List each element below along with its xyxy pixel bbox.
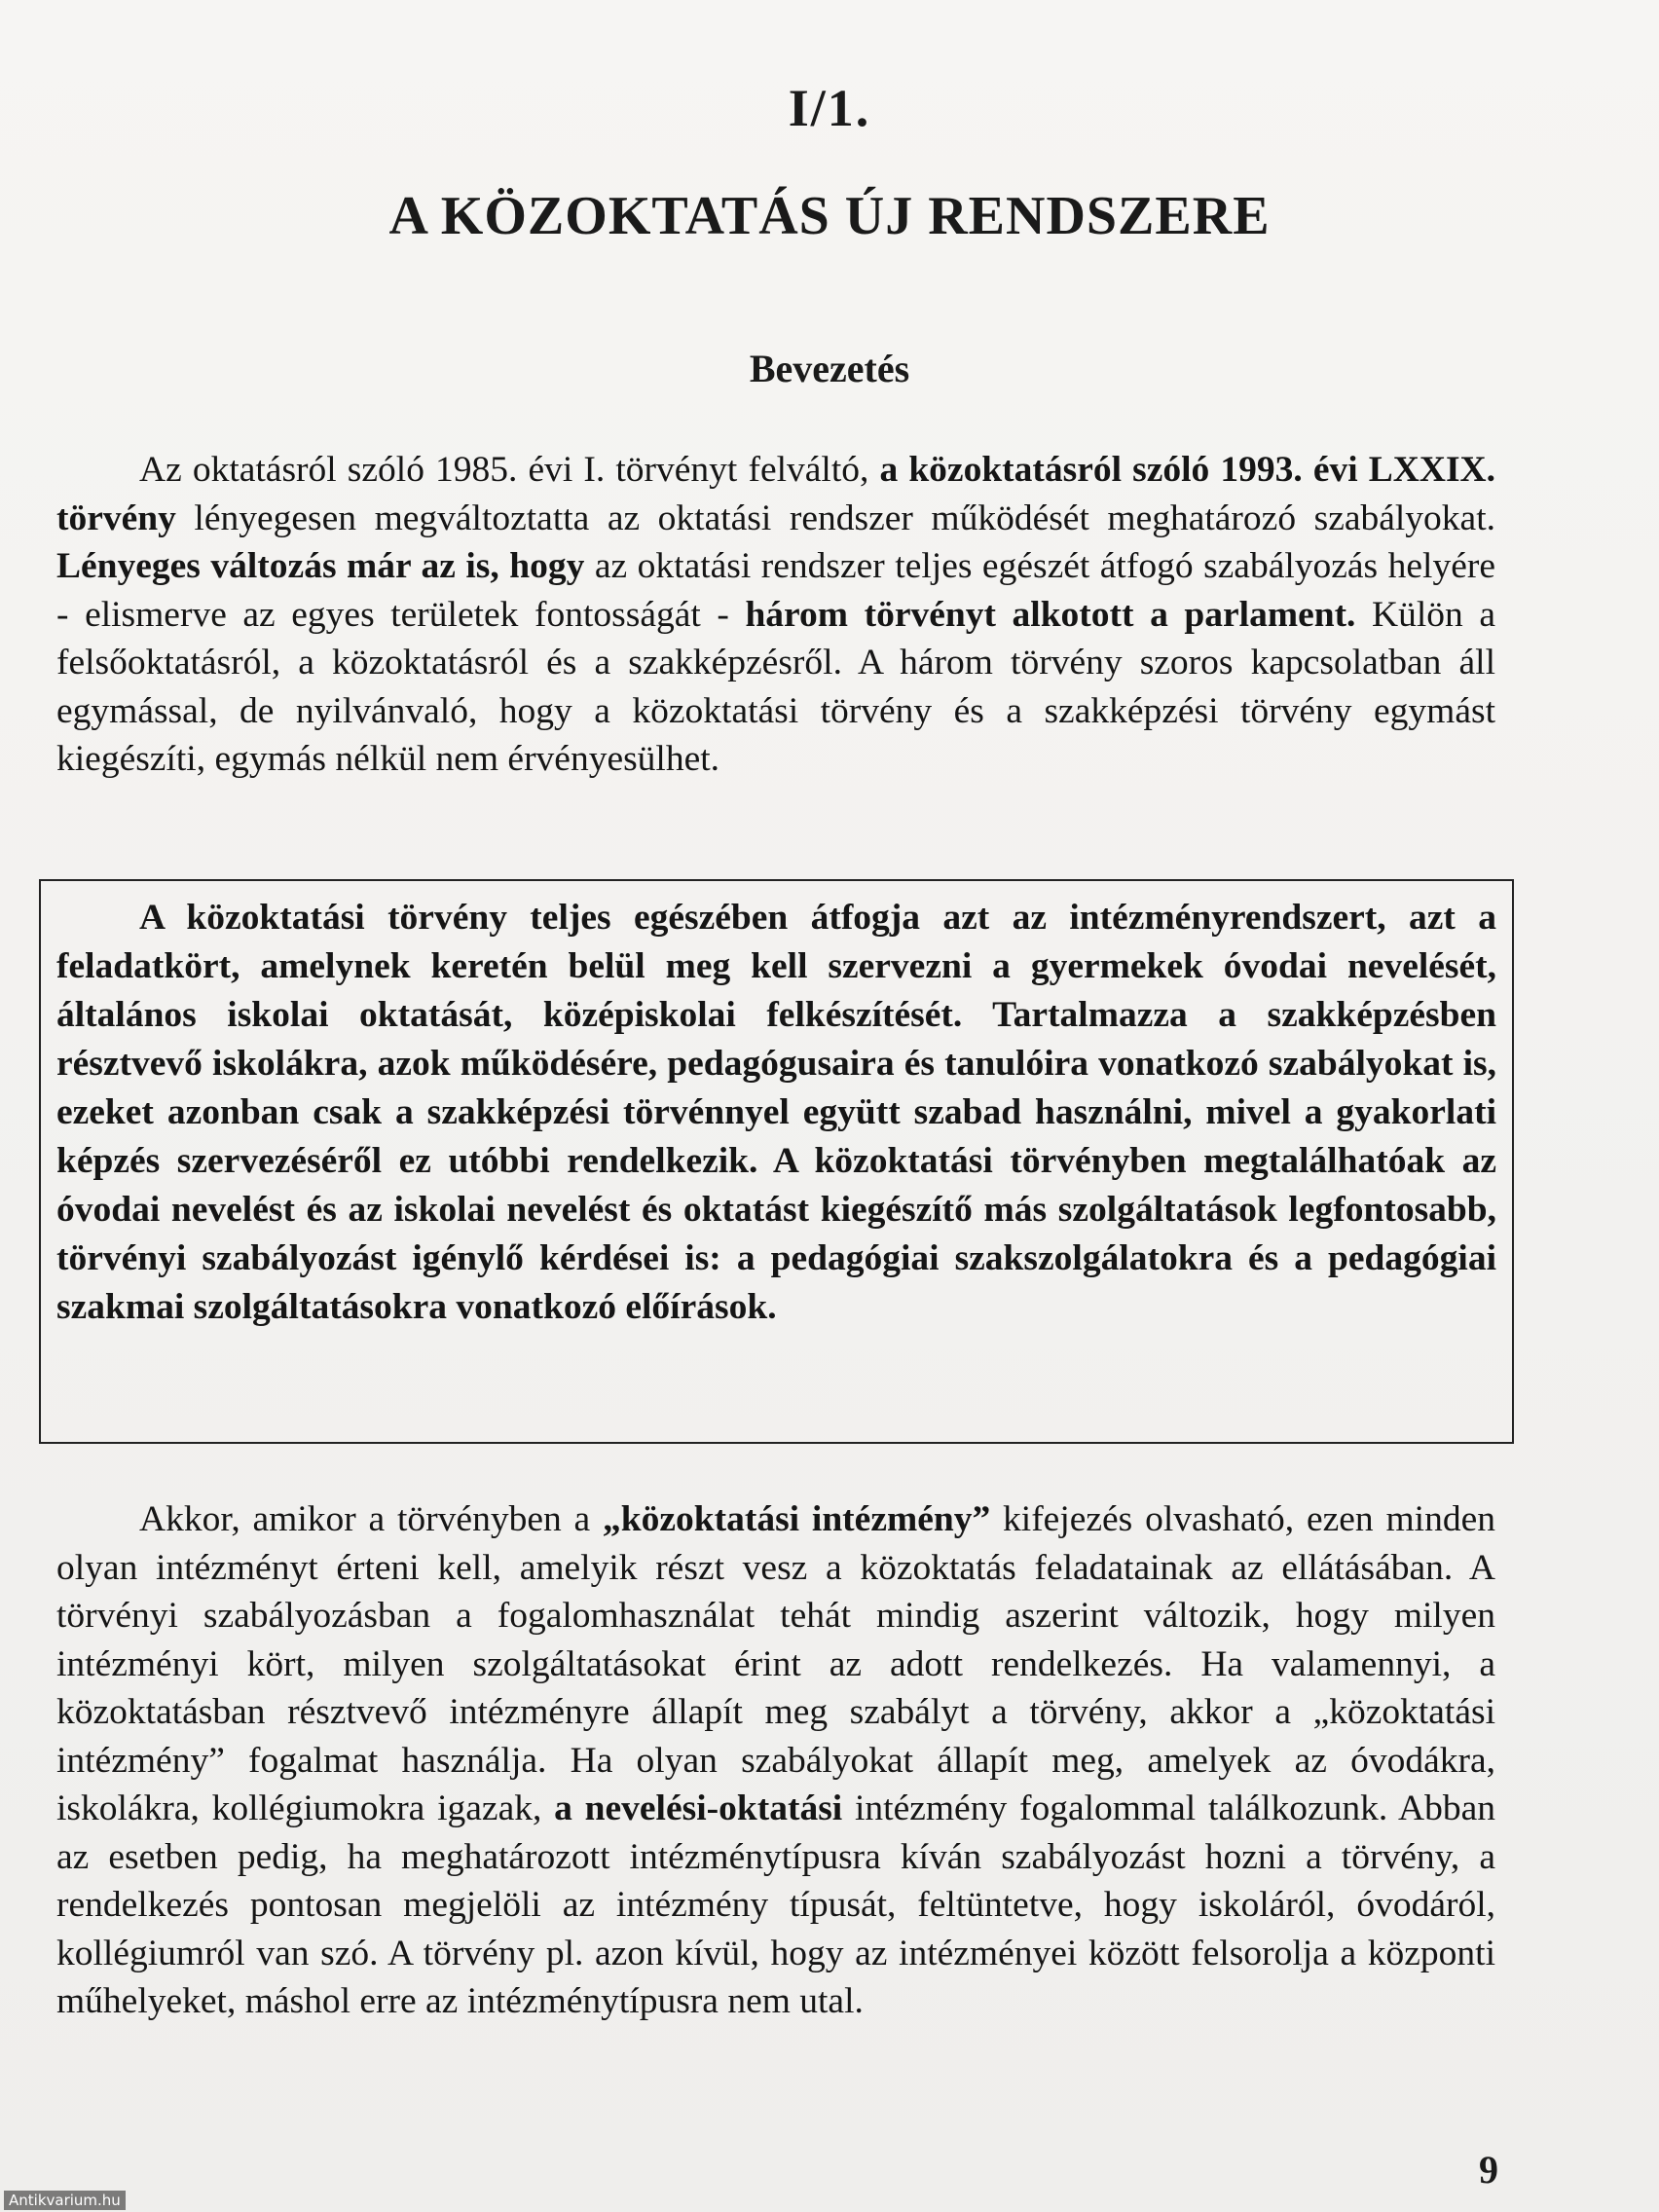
second-paragraph [56,1495,1495,2026]
intro-bold-1: a közoktatásról szóló 1993. évi LXXIX. törvény [56,450,1496,538]
intro-text-2: lényegesen megváltoztatta az oktatási rendszer működését meghatározó szabályokat. [175,498,1495,538]
second-bold-2: a nevelési-oktatási [554,1788,843,1828]
highlight-box-text: A közoktatási törvény teljes egészében átfogja azt az intézményrendszert, azt a feladatkört, amelynek keretén belül meg kell szervezni a gyermekek óvodai nevelését, általános iskolai oktatását, középiskolai felkészítését. Tartalmazza a szakképzésben résztvevő iskolákra, azok működésére, pedagógusaira és tanulóira vonatkozó szabályokat is, ezeket azonban csak a szakképzési törvénnyel együtt szabad használni, mivel a gyakorlati képzés szervezéséről ez utóbbi rendelkezik. A közoktatási törvényben megtalálhatóak az óvodai nevelést és az iskolai nevelést és oktatást kiegészítő más szolgáltatások legfontosabb, törvényi szabályozást igénylő kérdései is: a pedagógiai szakszolgálatokra és a pedagógiai szakmai szolgáltatásokra vonatkozó előírások. [56,898,1496,1327]
second-text-2: kifejezés olvasható, ezen minden olyan intézményt érteni kell, amelyik részt vesz a közoktatás feladatainak az ellátásában. A törvényi szabályozásban a fogalomhasználat tehát mindig aszerint változik, hogy milyen intézményi kört, milyen szolgáltatásokat érint az adott rendelkezés. Ha valamennyi, a közoktatásban résztvevő intézményre állapít meg szabályt a törvény, akkor a „közoktatási intézmény” fogalmat használja. Ha olyan szabályokat állapít meg, amelyek az óvodákra, iskolákra, kollégiumokra igazak, [56,1499,1495,1828]
page-number: 9 [1479,2148,1498,2192]
intro-text-3: az oktatási rendszer teljes egészét átfogó szabályozás helyére - elismerve az egyes területek fontosságát - [56,546,1495,635]
intro-text-4: Külön a felsőoktatásról, a közoktatásról és a szakképzésről. A három törvény szoros kapcsolatban áll egymással, de nyilvánvaló, hogy a közoktatási törvény és a szakképzési törvény egymást kiegészíti, egymás nélkül nem érvényesülhet. [56,594,1495,779]
section-title: Bevezetés [749,347,910,390]
chapter-number: I/1. [788,79,871,137]
intro-paragraph [56,446,1495,784]
second-bold-1: „közoktatási intézmény” [603,1499,991,1539]
intro-bold-2: Lényeges változás már az is, hogy [56,546,585,586]
intro-bold-3: három törvényt alkotott a parlament. [745,594,1356,635]
second-text-3: intézmény fogalommal találkozunk. Abban az esetben pedig, ha meghatározott intézménytípusra kíván szabályozást hozni a törvény, a rendelkezés pontosan megjelöli az intézmény típusát, feltüntetve, hogy iskoláról, óvodáról, kollégiumról van szó. A törvény pl. azon kívül, hogy az intézményei között felsorolja a központi műhelyeket, máshol erre az intézménytípusra nem utal. [56,1788,1495,2021]
second-text-1: Akkor, amikor a törvényben a [139,1499,603,1539]
chapter-title: A KÖZOKTATÁS ÚJ RENDSZERE [388,186,1271,246]
watermark: Antikvarium.hu [4,2191,126,2210]
intro-text-1: Az oktatásról szóló 1985. évi I. törvényt felváltó, [139,450,880,490]
